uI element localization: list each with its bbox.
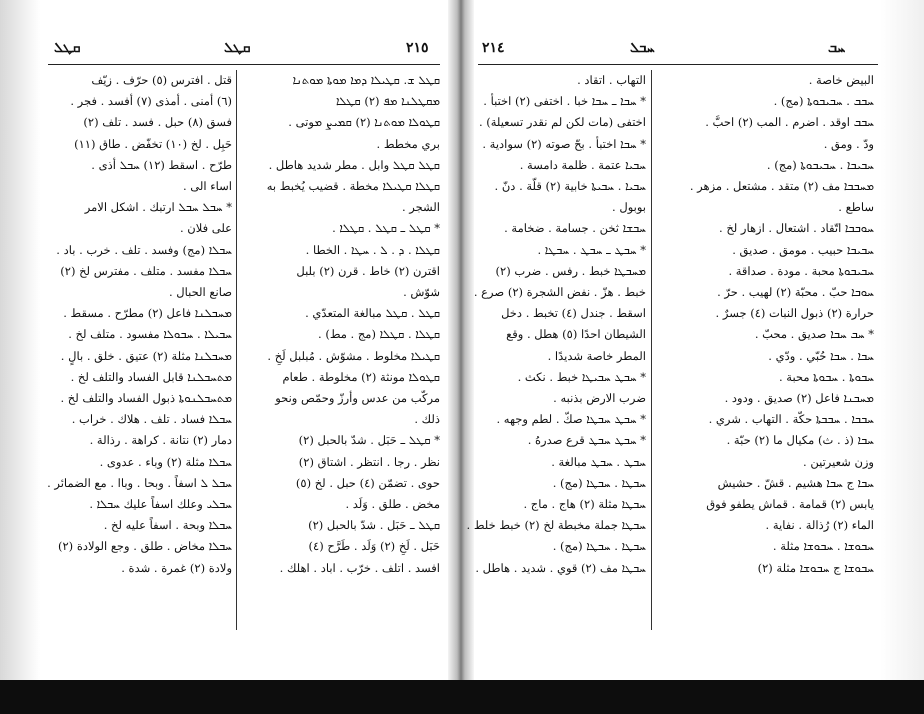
dictionary-line: ودّ . ومق .	[823, 136, 874, 151]
dictionary-line: ܚܒܝܒܐ . ܚܒܝܒܘܬܐ (مج) .	[766, 157, 874, 172]
dictionary-line: ܚܒܛܐ جملة مخبطة لخ (٢) خبط خلط .	[466, 518, 646, 533]
dictionary-line: اساء الى .	[183, 179, 232, 194]
left-page-left-column	[48, 70, 232, 630]
left-page-header	[48, 36, 440, 65]
dictionary-line: فسق (٨) حبل . فسد . تلف (٢)	[83, 115, 232, 130]
left-page-right-column	[242, 70, 440, 630]
dictionary-line: ܩܛܠ ܩܛܠ وابل . مطر شديد هاطل .	[268, 157, 440, 172]
dictionary-line: ܚܒܝܐ . ܚܒܝܬܐ خابية (٢) قلّة . دنّ .	[494, 179, 646, 194]
dictionary-line: * ܚܒܐ ـ ܚܒܐ خبا . اختفى (٢) اختبأ .	[483, 94, 646, 109]
dictionary-line: ܡܚܒܢܐ فاعل (٢) صديق . ودود .	[724, 391, 874, 406]
dictionary-line: ܚܒܝܠܐ . ܚܒܘܠܐ مفسود . متلف لخ .	[68, 327, 232, 342]
dictionary-line: ܚܒܘܫܐ ج ܚܒܘܫܐ مثلة (٢)	[757, 560, 874, 575]
dictionary-line: ܡܚܒܠܢܐ فاعل (٢) مطرّح . مسقط .	[63, 306, 232, 321]
dictionary-line: ܚܒܛܐ . ܚܒܛܐ (مج) .	[552, 475, 646, 490]
dictionary-line: حوى . تضمّن (٤) حبل . لخ (٥)	[295, 475, 440, 490]
dictionary-line: ܚܒܛ . ܚܒܛ مبالغة .	[551, 454, 646, 469]
dictionary-line: * ܚܒܛ ܚܒܛ قرع صدرهُ .	[527, 433, 646, 448]
dictionary-line: حرارة (٢) ذبول النبات (٤) جسرٌ .	[715, 306, 874, 321]
dictionary-line: بوبول .	[612, 200, 646, 215]
column-rule	[651, 70, 652, 630]
dictionary-line: ذلك .	[414, 412, 440, 427]
dictionary-line: ܩܛܠܐ . ܕ . ܠ . ܚܛܐ . الخطا .	[305, 242, 440, 257]
dictionary-line: ܩܛܠ ܫ. ܩܛܝܠܐ ܕܡܐ ܡܘܬܐ ܡܘܬܢܐ	[292, 73, 440, 87]
left-page	[48, 36, 440, 626]
dictionary-line: ولادة (٢) غمرة . شدة .	[121, 560, 232, 575]
dictionary-line: ܚܒܛܐ مثلة (٢) هاج . ماج .	[523, 497, 646, 512]
dictionary-line: * ܚܒܛ ـ ܚܒܛ . ܚܒܛܐ .	[537, 242, 646, 257]
header-guide-word-left: ܩܛܠ	[54, 40, 81, 56]
right-page-header	[478, 36, 878, 65]
dictionary-line: ܡܬܚܒܠܢܐ قابل الفساد والتلف لخ .	[70, 369, 232, 384]
dictionary-line: المطر خاصة شديدًا .	[547, 348, 646, 363]
dictionary-line: قتل . افترس (٥) حرّف . زيّف	[91, 73, 232, 87]
dictionary-line: حَبَل . لَخِ (٢) وَلَد . طَرَّح (٤)	[308, 539, 440, 554]
dictionary-line: الماء (٢) رُذالة . نفاية .	[765, 518, 874, 533]
right-page	[466, 36, 878, 626]
dictionary-line: ܚܒܠܐ مخاض . طلق . وجع الولادة (٢)	[57, 539, 232, 554]
header-guide-word-center: ܩܛܠ	[224, 40, 251, 56]
dictionary-line: ܚܒܒ . ܚܒܝܒܘܬܐ (مج) .	[773, 94, 874, 109]
dictionary-line: ܚܒܠܐ وبحة . اسفاً عليه لخ .	[103, 518, 232, 533]
column-rule	[236, 70, 237, 630]
dictionary-line: ܡܬܚܒܠܢܘܬܐ ذبول الفساد والتلف لخ .	[60, 391, 232, 406]
dictionary-line: شوّش .	[403, 285, 440, 300]
dictionary-line: ܩܛܠܐ . ܩܛܠܐ (مج . مط) .	[318, 327, 440, 342]
dictionary-line: ܚܒܠܐ مفسد . متلف . مفترس لخ (٢)	[60, 263, 232, 278]
dictionary-line: ܚܒܘܬܐ . ܚܒܘܬܐ محبة .	[778, 369, 874, 384]
page-number: ٢١٥	[406, 40, 429, 56]
dictionary-line: * ܚܒܐ اختبأ . بحّ صوته (٢) سوادية .	[482, 136, 646, 151]
dictionary-line: ܚܒܐ ج ܚܒܐ هشيم . قشّ . حشيش	[717, 475, 874, 490]
dictionary-line: ܩܛܝܠܐ مخلوط . مشوّش . مُبلبل لَخِ .	[267, 348, 440, 363]
dictionary-line: ܩܛܘܠܐ ܡܘܬܢܐ (٢) ܩܡܝܨ ܡوتى .	[288, 115, 440, 130]
dictionary-line: ܚܒܝܒܐ حبيب . مومق . صديق .	[732, 242, 874, 257]
dictionary-line: ܚܒܛܐ مف (٢) قوي . شديد . هاطل .	[475, 560, 646, 575]
dictionary-line: ܩܛܠ ـ حَبَل . شدّ بالحبل (٢)	[308, 518, 440, 533]
dictionary-line: بري مخطط .	[376, 136, 440, 151]
header-guide-word-center: ܚܒܠ	[630, 40, 655, 56]
header-guide-word-right: ܚܒ	[828, 40, 846, 56]
dictionary-line: ܚܒܘܫܐ . ܚܒܘܫܐ مثلة .	[772, 539, 874, 554]
dictionary-line: وزن شعيرتين .	[803, 454, 874, 469]
dictionary-line: الشيطان احدًا (٥) هطل . وقع	[506, 327, 646, 342]
dictionary-line: طرّح . اسقط (١٢) ܚܒܠ أذى .	[91, 157, 232, 172]
dictionary-line: اختفى (مات لكن لم نقدر تسعيلة) .	[478, 115, 646, 130]
dictionary-line: نظر . رجا . انتظر . اشتاق (٢)	[298, 454, 440, 469]
page-number: ٢١٤	[482, 40, 505, 56]
dictionary-line: ܚܒܠܐ مثلة (٢) وباء . عدوى .	[99, 454, 232, 469]
dictionary-line: ܩܛܠܐ ܩܛܝܠܐ مخطة . قضيب يُخبط به	[266, 179, 440, 194]
dictionary-line: ܩܛܘܠܐ مونثة (٢) مخلوطة . طعام	[282, 369, 440, 384]
dictionary-line: ܚܒܒܐ . ܚܒܒܬܐ حكّة . التهاب . شري .	[708, 412, 874, 427]
book-gutter	[448, 0, 474, 680]
dictionary-line: ܡܚܒܒܐ مف (٢) متقد . مشتعل . مزهر .	[689, 179, 874, 194]
dictionary-line: مركّب من عدس وأرزّ وحمّص ونحو	[275, 391, 440, 406]
dictionary-line: ܚܒܐ . ܚܒܐ حُبّي . ودّي .	[768, 348, 874, 363]
dictionary-line: ܚܒܠܝ وعلك اسفاً عليك ܚܒܠܐ .	[89, 497, 232, 512]
dictionary-line: * ܚܒܛ ܚܒܝܛܐ خبط . نكث .	[517, 369, 646, 384]
dictionary-line: افسد . اتلف . خرّب . اباد . اهلك .	[279, 560, 440, 575]
dictionary-line: * ܚܒ ܚܒܐ صديق . محبّ .	[754, 327, 874, 342]
dictionary-line: * ܩܛܠ ـ حَبَل . شدّ بالحبل (٢)	[298, 433, 440, 448]
dictionary-line: ܚܒܝܐ عتمة . ظلمة دامسة .	[519, 157, 646, 172]
scanner-edge	[0, 680, 924, 714]
dictionary-line: ܡܩܛܠܢܐ ܡܦ (٢) ܩܛܠܐ	[335, 94, 440, 109]
dictionary-line: الشجر .	[401, 200, 440, 215]
dictionary-line: ܚܒܐ (ذ . ث) مكيال ما (٢) حبّة .	[726, 433, 874, 448]
dictionary-line: على فلان .	[179, 221, 232, 236]
dictionary-line: اسقط . جندل (٤) تخبط . دخل	[501, 306, 646, 321]
dictionary-line: صانع الحبال .	[168, 285, 232, 300]
dictionary-line: ܚܒܠܐ فساد . تلف . هلاك . خراب .	[71, 412, 232, 427]
dictionary-line: البيض خاصة .	[808, 73, 874, 87]
dictionary-line: دمار (٢) نتانة . كراهة . رذالة .	[89, 433, 232, 448]
dictionary-line: ܚܘܒܒܐ اتّقاد . اشتعال . ازهار لخ .	[719, 221, 874, 236]
dictionary-line: ضرب الارض بذنبه .	[553, 391, 646, 406]
dictionary-line: ܚܒܠܐ (مج) وفسد . تلف . خرب . باد .	[56, 242, 232, 257]
dictionary-line: (٦) أمنى . أمذى (٧) أفسد . فجر .	[70, 94, 232, 109]
dictionary-line: ܚܒܝܒܘܬܐ محبة . مودة . صداقة .	[728, 263, 874, 278]
dictionary-line: ܚܒܠ ܠ اسفاً . وبحا . وباا . مع الضمائر .	[47, 475, 232, 490]
right-page-left-column	[466, 70, 646, 630]
dictionary-line: * ܚܒܠ ܚܒܠ ارتبك . اشكل الامر	[84, 200, 232, 215]
dictionary-line: ܡܚܒܛܐ خبط . رفس . ضرب (٢)	[495, 263, 646, 278]
dictionary-line: ܚܘܒܐ حبّ . محبّة (٢) لهيب . حرّ .	[717, 285, 874, 300]
dictionary-line: * ܚܒܛ ܚܒܛܐ صكّ . لطم وجهه .	[496, 412, 646, 427]
dictionary-line: ܩܛܠ . ܩܛܠ مبالغة المتعدّي .	[305, 306, 440, 321]
dictionary-line: ܚܒܫܐ ثخن . جسامة . ضخامة .	[504, 221, 646, 236]
dictionary-line: حَبِل . لخ (١٠) تخفّض . طاق (١١)	[74, 136, 232, 151]
dictionary-line: اقترن (٢) خاط . قرن (٢) بلبل	[296, 263, 440, 278]
dictionary-line: ساطع .	[838, 200, 874, 215]
dictionary-line: ܚܒܛܐ . ܚܒܛܐ (مج) .	[552, 539, 646, 554]
dictionary-line: مخض . طلق . وَلَد .	[345, 497, 440, 512]
dictionary-line: التهاب . اتقاد .	[577, 73, 646, 87]
right-page-right-column	[658, 70, 874, 630]
dictionary-line: * ܩܛܠ ـ ܩܛܠ . ܩܛܠܐ .	[332, 221, 440, 236]
dictionary-line: يابس (٢) قمامة . قماش يطفو فوق	[706, 497, 874, 512]
dictionary-line: ܚܒܒ اوقد . اضرم . المب (٢) احبَّ .	[705, 115, 874, 130]
dictionary-line: ܡܚܒܠܢܐ مثلة (٢) عتيق . خلق . بالٍ .	[60, 348, 232, 363]
dictionary-line: خبط . هزّ . نفض الشجرة (٢) صرع .	[473, 285, 646, 300]
